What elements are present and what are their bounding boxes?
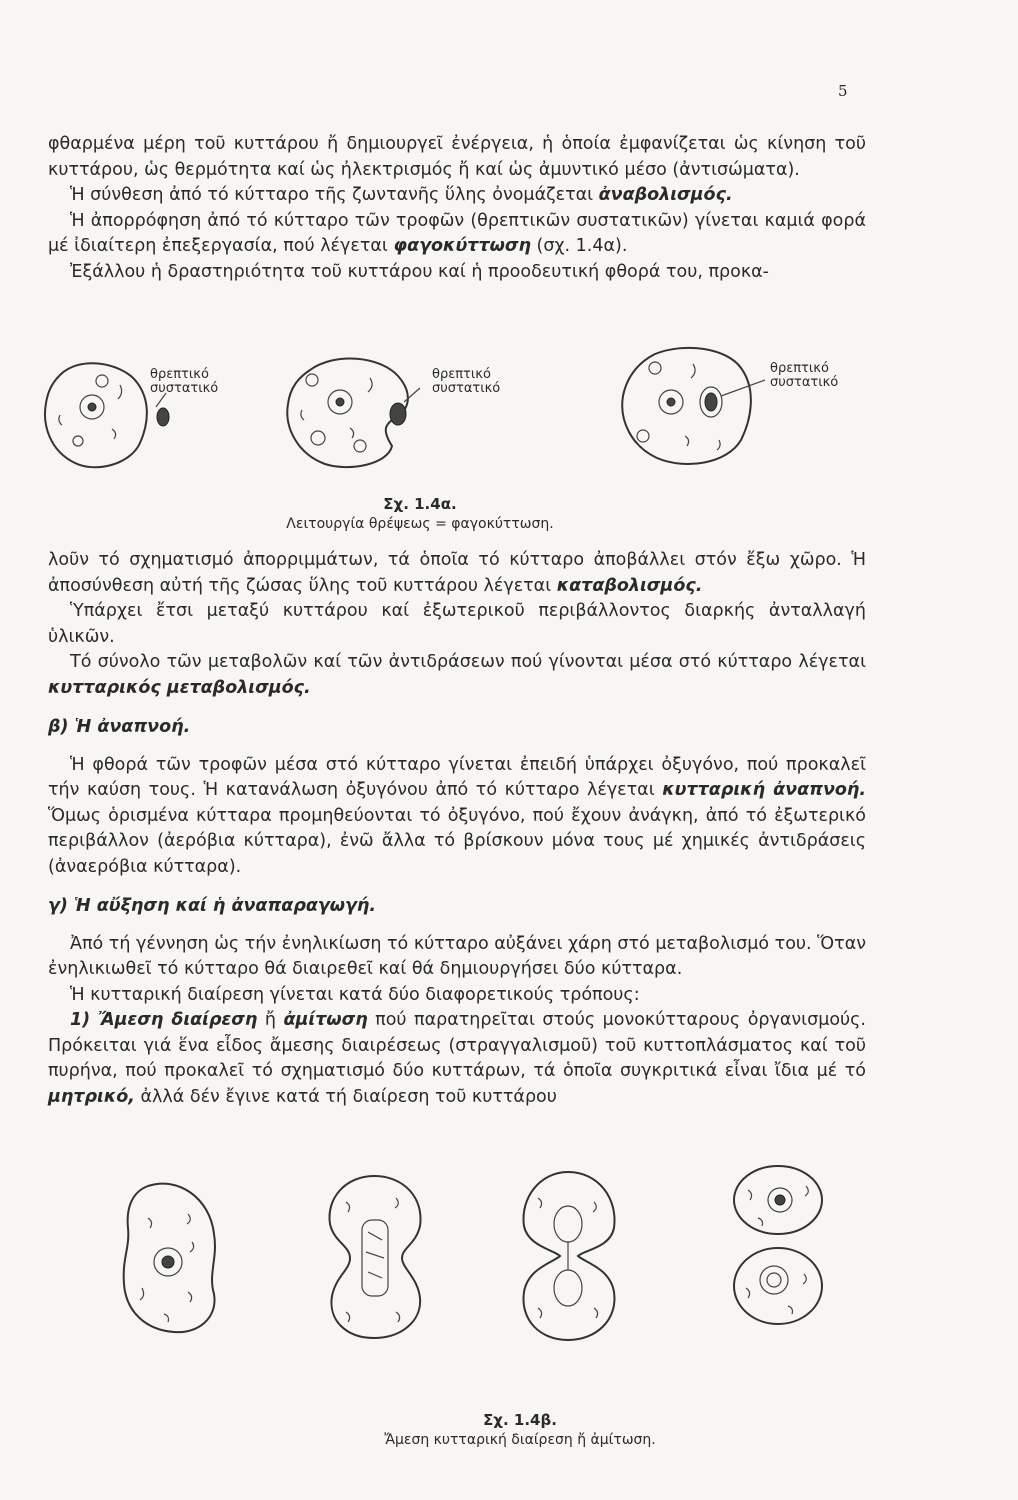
paragraph — [48, 548, 866, 599]
paragraph — [48, 132, 866, 183]
paragraph-text: (σχ. 1.4α). — [530, 236, 628, 256]
caption-number: Σχ. 1.4α. — [383, 495, 457, 513]
paragraph-text: Ἡ κυτταρική διαίρεση γίνεται κατά δύο διαφορετικούς τρόπους: — [70, 984, 640, 1005]
paragraph — [48, 599, 866, 650]
paragraph-text: Ἀπό τή γέννηση ὡς τήν ἐνηλικίωση τό κύτταρο αὐξάνει χάρη στό μεταβολισμό του. Ὅταν ἐνηλικιωθεῖ τό κύτταρο θά διαιρεθεῖ καί θά δημιουργήσει δύο κύτταρα. — [48, 933, 866, 979]
figure-label-nutrient-3: θρεπτικό συστατικό — [770, 361, 839, 390]
term-amitosis: ἀμίτωση — [283, 1010, 368, 1030]
term-anabolism: ἀναβολισμός. — [598, 185, 733, 205]
paragraph — [48, 753, 866, 881]
paragraph-text: φθαρμένα μέρη τοῦ κυττάρου ἤ δημιουργεῖ ἐνέργεια, ἡ ὁποία ἐμφανίζεται ὡς κίνηση τοῦ κυττάρου, ὡς θερμότητα καί ὡς ἠλεκτρισμός ἤ καί ὡς ἀμυντικό μέσο (ἀντισώματα). — [48, 134, 866, 180]
term-cell-respiration: κυτταρική ἀναπνοή. — [662, 780, 866, 800]
text-section-2 — [48, 548, 866, 1110]
figure-caption-1-4a — [250, 494, 590, 534]
figure-label-nutrient-2: θρεπτικό συστατικό — [432, 367, 501, 396]
paragraph — [48, 260, 866, 286]
figure-amitosis-stage-2 — [324, 1172, 434, 1342]
paragraph — [48, 209, 866, 260]
caption-number: Σχ. 1.4β. — [483, 1411, 557, 1429]
term-phagocytosis: φαγοκύττωση — [393, 236, 531, 256]
paragraph — [48, 650, 866, 701]
term-catabolism: καταβολισμός. — [556, 575, 703, 596]
page-number: 5 — [838, 82, 848, 100]
heading-respiration: β) Ἡ ἀναπνοή. — [48, 717, 191, 737]
paragraph — [48, 1008, 866, 1110]
text-section-1 — [48, 132, 866, 285]
heading-growth-reproduction: γ) Ἡ αὔξηση καί ἡ ἀναπαραγωγή. — [48, 896, 377, 916]
caption-text: Ἄμεση κυτταρική διαίρεση ἤ ἀμίτωση. — [384, 1432, 656, 1448]
figure-amitosis-daughter-cell-2 — [728, 1244, 828, 1329]
term-direct-division: 1) Ἄμεση διαίρεση — [70, 1010, 258, 1030]
paragraph-text: ἀλλά δέν ἔγινε κατά τή διαίρεση τοῦ κυττάρου — [134, 1086, 557, 1107]
term-cell-metabolism: κυτταρικός μεταβολισμός. — [48, 677, 311, 698]
paragraph — [48, 183, 866, 209]
figure-phagocytosis-stage-2 — [280, 350, 430, 470]
caption-text: Λειτουργία θρέψεως = φαγοκύττωση. — [286, 516, 554, 532]
paragraph — [48, 932, 866, 983]
figure-phagocytosis-stage-3 — [615, 340, 765, 470]
paragraph-text: πού παρατηρεῖται στούς μονοκύτταρους ὀργανισμούς. Πρόκειται γιά ἕνα εἶδος ἄμεσης διαιρέσεως (στραγγαλισμοῦ) τοῦ κυττοπλάσματος καί τοῦ πυρήνα, πού προκαλεῖ τό σχηματισμό δύο κυττάρων, τά ὁποῖα συγκριτικά εἶναι ἴδια μέ τό — [48, 1010, 866, 1081]
paragraph-text: Ἡ φθορά τῶν τροφῶν μέσα στό κύτταρο γίνεται ἐπειδή ὑπάρχει ὀξυγόνο, πού προκαλεῖ τήν καύση τους. Ἡ κατανάλωση ὀξυγόνου ἀπό τό κύτταρο λέγεται — [48, 754, 866, 800]
paragraph-text: ἤ — [257, 1010, 284, 1030]
paragraph-text: Τό σύνολο τῶν μεταβολῶν καί τῶν ἀντιδράσεων πού γίνονται μέσα στό κύτταρο λέγεται — [70, 652, 866, 672]
paragraph-text: Ὅμως ὁρισμένα κύτταρα προμηθεύονται τό ὀξυγόνο, πού ἔχουν ἀνάγκη, ἀπό τό ἐξωτερικό περιβάλλον (ἀερόβια κύτταρα), ἐνῶ ἄλλα τό βρίσκουν μόνα τους μέ χημικές ἀντιδράσεις (ἀναερόβια κύτταρα). — [48, 805, 866, 877]
figure-amitosis-stage-3 — [518, 1168, 628, 1343]
paragraph-text: Ἡ ἀπορρόφηση ἀπό τό κύτταρο τῶν τροφῶν (θρεπτικῶν συστατικῶν) γίνεται καμιά φορά μέ ἰδιαίτερη ἐπεξεργασία, πού λέγεται — [48, 210, 866, 256]
paragraph-text: Ἐξάλλου ἡ δραστηριότητα τοῦ κυττάρου καί ἡ προοδευτική φθορά του, προκα- — [70, 261, 769, 282]
figure-amitosis-daughter-cell-1 — [728, 1160, 828, 1240]
paragraph-text: Ἡ σύνθεση ἀπό τό κύτταρο τῆς ζωντανῆς ὕλης ὀνομάζεται — [70, 185, 599, 205]
paragraph — [48, 983, 866, 1009]
paragraph-text: λοῦν τό σχηματισμό ἀπορριμμάτων, τά ὁποῖα τό κύτταρο ἀποβάλλει στόν ἔξω χῶρο. Ἡ ἀποσύνθεση αὐτή τῆς ζώσας ὕλης τοῦ κυττάρου λέγεται — [48, 550, 866, 596]
figure-caption-1-4b — [330, 1410, 710, 1450]
figure-label-nutrient-1: θρεπτικό συστατικό — [150, 367, 219, 396]
paragraph-text: Ὑπάρχει ἔτσι μεταξύ κυττάρου καί ἐξωτερικοῦ περιβάλλοντος διαρκής ἀνταλλαγή ὑλικῶν. — [48, 601, 866, 647]
term-maternal: μητρικό, — [48, 1086, 135, 1107]
figure-amitosis-stage-1 — [118, 1178, 228, 1338]
